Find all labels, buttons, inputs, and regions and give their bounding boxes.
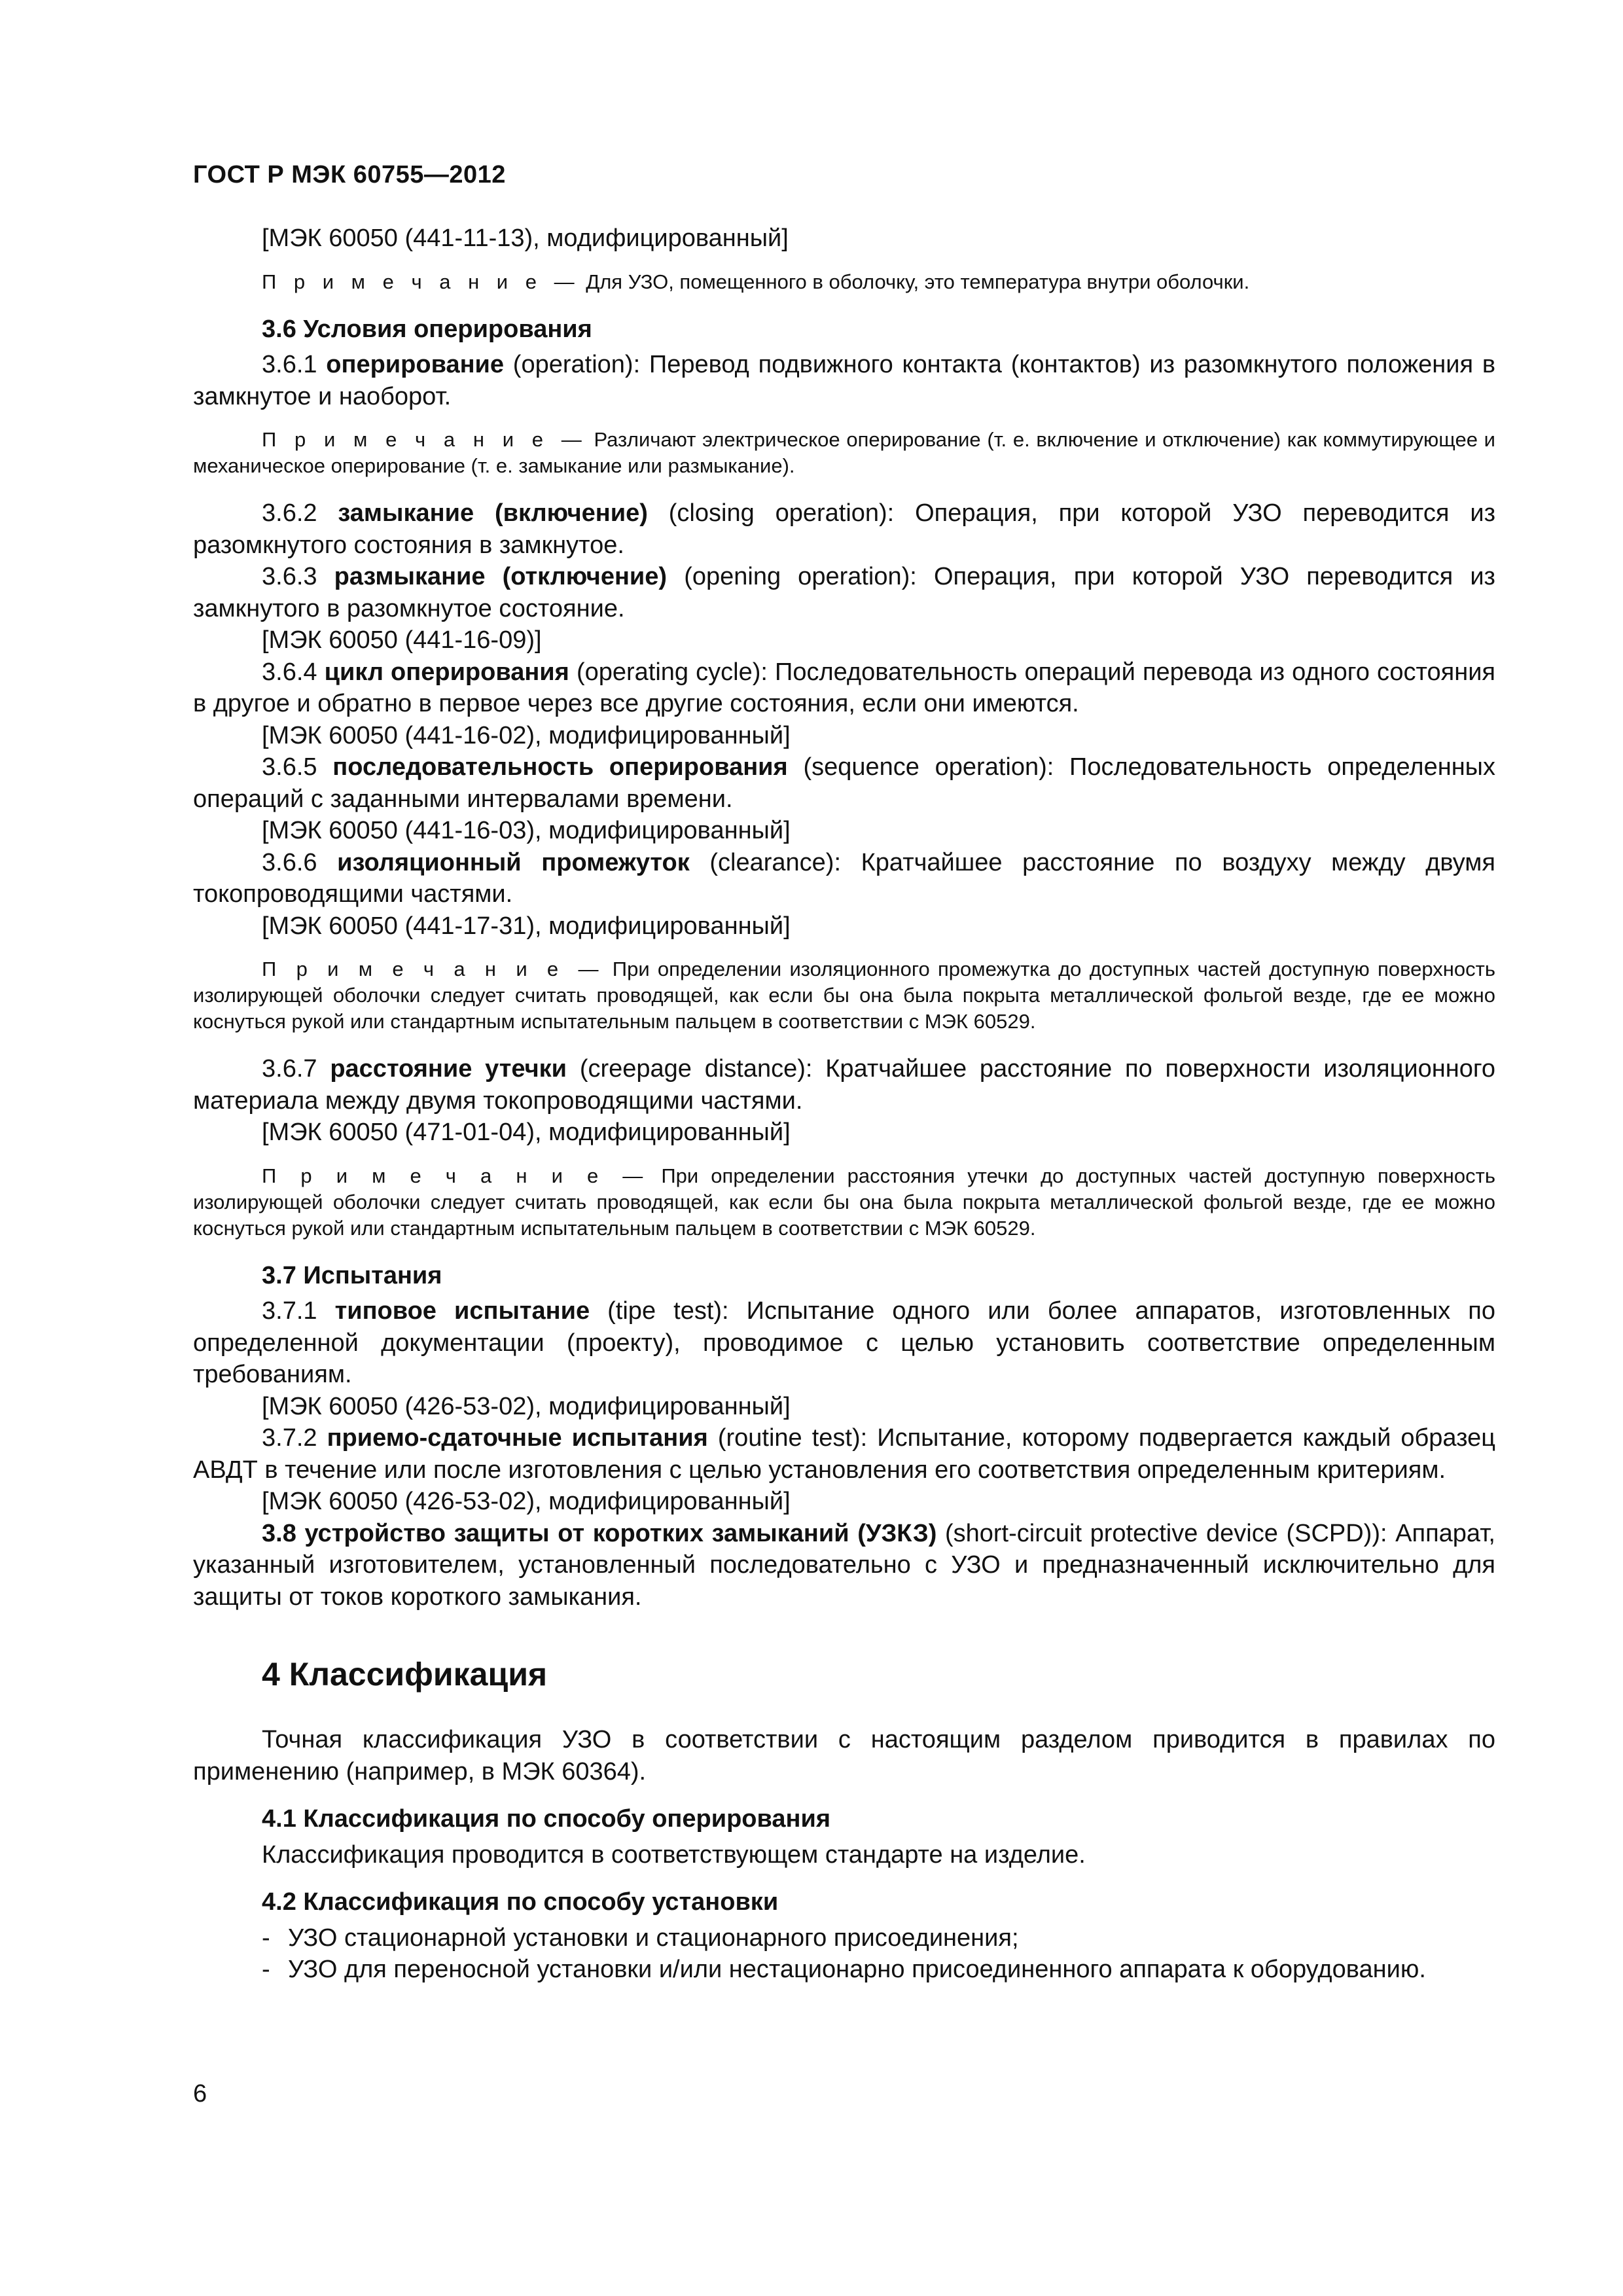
chapter-4-intro: Точная классификация УЗО в соответствии с настоящим разделом приводится в правилах по применению (например, в МЭК 60364). <box>193 1726 1495 1785</box>
term: последовательность оперирования <box>332 753 788 781</box>
definition-text: (opening operation): Операция, при которой УЗО переводится из замкнутого в разомкнутое состояние. <box>193 563 1495 622</box>
definition-3-6-1 <box>193 349 1495 412</box>
clause-number: 3.6.7 <box>262 1055 317 1083</box>
definition-3-7-1 <box>193 1295 1495 1391</box>
definition-3-6-2 <box>193 497 1495 561</box>
page-number: 6 <box>193 2080 207 2108</box>
reference: [МЭК 60050 (441-16-02), модифицированный] <box>262 721 791 749</box>
definition-3-6-4 <box>193 656 1495 720</box>
reference: [МЭК 60050 (471-01-04), модифицированный] <box>262 1119 791 1146</box>
reference: [МЭК 60050 (441-11-13), модифицированный] <box>262 224 789 252</box>
list-item: - УЗО для переносной установки и/или нестационарно присоединенного аппарата к оборудованию. <box>262 1954 1495 1986</box>
note-text: При определении изоляционного промежутка до доступных частей доступную поверхность изолирующей оболочки следует считать проводящей, как если бы она была покрыта металлической фольгой везде, где ее можно коснуться рукой или стандартным испытательным пальцем в соответствии с МЭК 60529. <box>193 958 1495 1033</box>
reference: [МЭК 60050 (426-53-02), модифицированный] <box>262 1392 791 1420</box>
clause-number: 3.7.1 <box>262 1297 317 1325</box>
note-label: П р и м е ч а н и е — <box>262 1164 649 1187</box>
section-4-2-title: 4.2 Классификация по способу установки <box>262 1888 779 1916</box>
list-item: - УЗО стационарной установки и стационарного присоединения; <box>262 1922 1495 1954</box>
clause-number: 3.6.5 <box>262 753 317 781</box>
term: приемо-сдаточные испытания <box>327 1424 708 1452</box>
definition-text: (routine test): Испытание, которому подвергается каждый образец АВДТ в течение или после изготовления с целью установления его соответствия определенным критериям. <box>193 1424 1496 1484</box>
reference: [МЭК 60050 (426-53-02), модифицированный] <box>262 1488 791 1515</box>
definition-text: (operating cycle): Последовательность операций перевода из одного состояния в другое и обратно в первое через все другие состояния, если они имеются. <box>193 658 1495 717</box>
note <box>193 1163 1495 1242</box>
definition-text: (short-circuit protective device (SCPD)): Аппарат, указанный изготовителем, установленный последовательно с УЗО и предназначенный исключительно для защиты от токов короткого замыкания. <box>193 1519 1495 1611</box>
term: размыкание (отключение) <box>334 563 668 590</box>
term: типовое испытание <box>334 1297 590 1325</box>
definition-text: (clearance): Кратчайшее расстояние по воздуху между двумя токопроводящими частями. <box>193 848 1495 908</box>
note-text: При определении расстояния утечки до доступных частей доступную поверхность изолирующей оболочки следует считать проводящей, как если бы она была покрыта металлической фольгой везде, где ее можно коснуться рукой или стандартным испытательным пальцем в соответствии с МЭК 60529. <box>193 1164 1495 1240</box>
definition-3-6-7 <box>193 1053 1495 1117</box>
section-4-1-title: 4.1 Классификация по способу оперирования <box>262 1805 830 1833</box>
note-label: П р и м е ч а н и е — <box>262 270 580 293</box>
note-label: П р и м е ч а н и е — <box>262 958 605 980</box>
term: оперирование <box>326 351 505 378</box>
clause-number: 3.7.2 <box>262 1424 317 1452</box>
note <box>193 269 1495 295</box>
note <box>193 956 1495 1035</box>
term: расстояние утечки <box>330 1055 567 1083</box>
note-text: Для УЗО, помещенного в оболочку, это температура внутри оболочки. <box>586 270 1250 293</box>
document-body <box>193 223 1495 1986</box>
chapter-4-title: 4 Классификация <box>262 1656 548 1693</box>
section-3-6-title: 3.6 Условия оперирования <box>262 315 592 343</box>
section-4-1-text: Классификация проводится в соответствующем стандарте на изделие. <box>262 1840 1086 1869</box>
section-3-7-title: 3.7 Испытания <box>262 1261 442 1289</box>
reference: [МЭК 60050 (441-16-09)] <box>262 626 542 654</box>
clause-number: 3.6.2 <box>262 499 317 527</box>
definition-text: (creepage distance): Кратчайшее расстояние по поверхности изоляционного материала между двумя токопроводящими частями. <box>193 1055 1496 1115</box>
definition-text: (sequence operation): Последовательность определенных операций с заданными интервалами времени. <box>193 753 1495 813</box>
definition-text: (operation): Перевод подвижного контакта (контактов) из разомкнутого положения в замкнутое и наоборот. <box>193 351 1496 410</box>
reference: [МЭК 60050 (441-16-03), модифицированный] <box>262 817 791 844</box>
term: 3.8 устройство защиты от коротких замыканий (УЗКЗ) <box>262 1519 937 1547</box>
definition-3-6-6 <box>193 847 1495 910</box>
document-header: ГОСТ Р МЭК 60755—2012 <box>193 161 506 188</box>
definition-3-7-2 <box>193 1422 1495 1486</box>
definition-text: (closing operation): Операция, при которой УЗО переводится из разомкнутого состояния в замкнутое. <box>193 499 1495 559</box>
definition-3-6-3 <box>193 561 1495 624</box>
clause-number: 3.6.1 <box>262 351 317 378</box>
note <box>193 427 1495 479</box>
definition-3-6-5 <box>193 751 1495 815</box>
reference: [МЭК 60050 (441-17-31), модифицированный] <box>262 912 791 940</box>
note-text: Различают электрическое оперирование (т. е. включение и отключение) как коммутирующее и механическое оперирование (т. е. замыкание или размыкание). <box>193 428 1495 477</box>
term: изоляционный промежуток <box>337 848 690 876</box>
definition-3-8 <box>193 1518 1495 1613</box>
term: цикл оперирования <box>324 658 569 686</box>
term: замыкание (включение) <box>338 499 648 527</box>
clause-number: 3.6.3 <box>262 563 317 590</box>
definition-text: (tipe test): Испытание одного или более аппаратов, изготовленных по определенной документации (проекту), проводимое с целью установить соответствие определенным требованиям. <box>193 1297 1495 1388</box>
note-label: П р и м е ч а н и е — <box>262 428 588 451</box>
installation-list <box>193 1922 1495 1986</box>
clause-number: 3.6.4 <box>262 658 317 686</box>
clause-number: 3.6.6 <box>262 848 317 876</box>
